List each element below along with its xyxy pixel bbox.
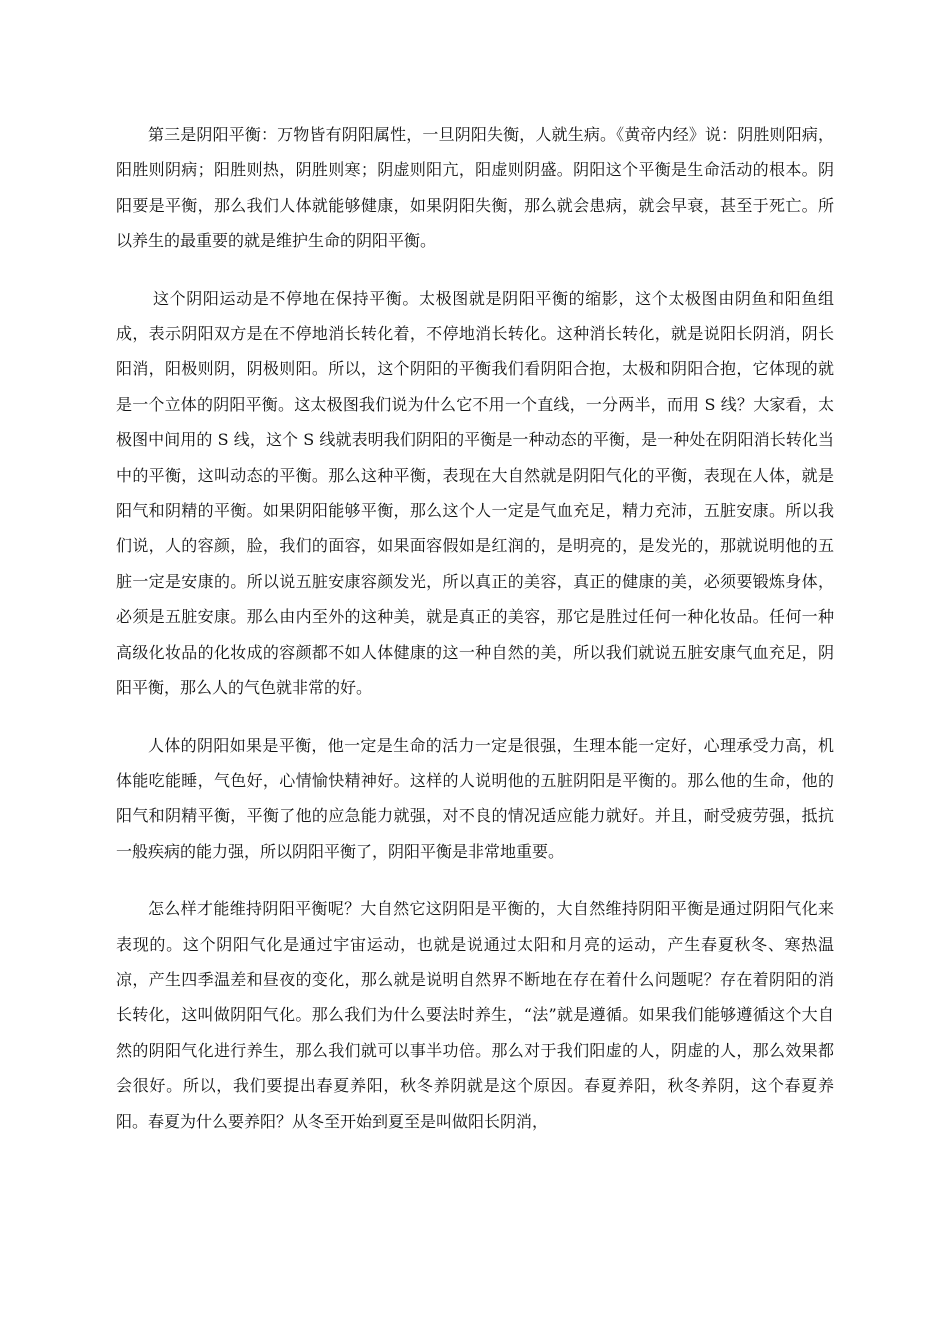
paragraph-human-balance: 人体的阴阳如果是平衡，他一定是生命的活力一定是很强，生理本能一定好，心理承受力高，机体能吃能睡，气色好，心情愉快精神好。这样的人说明他的五脏阴阳是平衡的。那么他的生命，他的阳气和阴精平衡，平衡了他的应急能力就强，对不良的情况适应能力就好。并且，耐受疲劳强，抵抗一般疾病的能力强，所以阴阳平衡了，阴阳平衡是非常地重要。: [116, 735, 834, 861]
paragraph-maintain-balance: 怎么样才能维持阴阳平衡呢？大自然它这阴阳是平衡的，大自然维持阴阳平衡是通过阴阳气化来表现的。这个阴阳气化是通过宇宙运动，也就是说通过太阳和月亮的运动，产生春夏秋冬、寒热温凉，产生四季温差和昼夜的变化，那么就是说明自然界不断地在存在着什么问题呢？存在着阴阳的消长转化，这叫做阴阳气化。那么我们为什么要法时养生，“法”就是遵循。如果我们能够遵循这个大自然的阴阳气化进行养生，那么我们就可以事半功倍。那么对于我们阳虚的人，阴虚的人，那么效果都会很好。所以，我们要提出春夏养阳，秋冬养阴就是这个原因。春夏养阳，秋冬养阴，这个春夏养阳。春夏为什么要养阳？从冬至开始到夏至是叫做阳长阴消，: [116, 899, 834, 1131]
document-page: [116, 117, 834, 1139]
paragraph-yin-yang-balance: 第三是阴阳平衡：万物皆有阴阳属性，一旦阴阳失衡，人就生病。《黄帝内经》说：阴胜则阳病，阳胜则阴病；阳胜则热，阴胜则寒；阴虚则阳亢，阳虚则阴盛。阴阳这个平衡是生命活动的根本。阴阳要是平衡，那么我们人体就能够健康，如果阴阳失衡，那么就会患病，就会早衰，甚至于死亡。所以养生的最重要的就是维护生命的阴阳平衡。: [116, 125, 834, 251]
paragraph-taiji-diagram: 这个阴阳运动是不停地在保持平衡。太极图就是阴阳平衡的缩影，这个太极图由阴鱼和阳鱼组成，表示阴阳双方是在不停地消长转化着，不停地消长转化。这种消长转化，就是说阳长阴消，阴长阳消，阳极则阴，阴极则阳。所以，这个阴阳的平衡我们看阴阳合抱，太极和阴阳合抱，它体现的就是一个立体的阴阳平衡。这太极图我们说为什么它不用一个直线，一分两半，而用 S 线？大家看，太极图中间用的 S 线，这个 S 线就表明我们阴阳的平衡是一种动态的平衡，是一种处在阴阳消长转化当中的平衡，这叫动态的平衡。那么这种平衡，表现在大自然就是阴阳气化的平衡，表现在人体，就是阳气和阴精的平衡。如果阴阳能够平衡，那么这个人一定是气血充足，精力充沛，五脏安康。所以我们说，人的容颜，脸，我们的面容，如果面容假如是红润的，是明亮的，是发光的，那就说明他的五脏一定是安康的。所以说五脏安康容颜发光，所以真正的美容，真正的健康的美，必须要锻炼身体，必须是五脏安康。那么由内至外的这种美，就是真正的美容，那它是胜过任何一种化妆品。任何一种高级化妆品的化妆成的容颜都不如人体健康的这一种自然的美，所以我们就说五脏安康气血充足，阴阳平衡，那么人的气色就非常的好。: [116, 288, 834, 698]
